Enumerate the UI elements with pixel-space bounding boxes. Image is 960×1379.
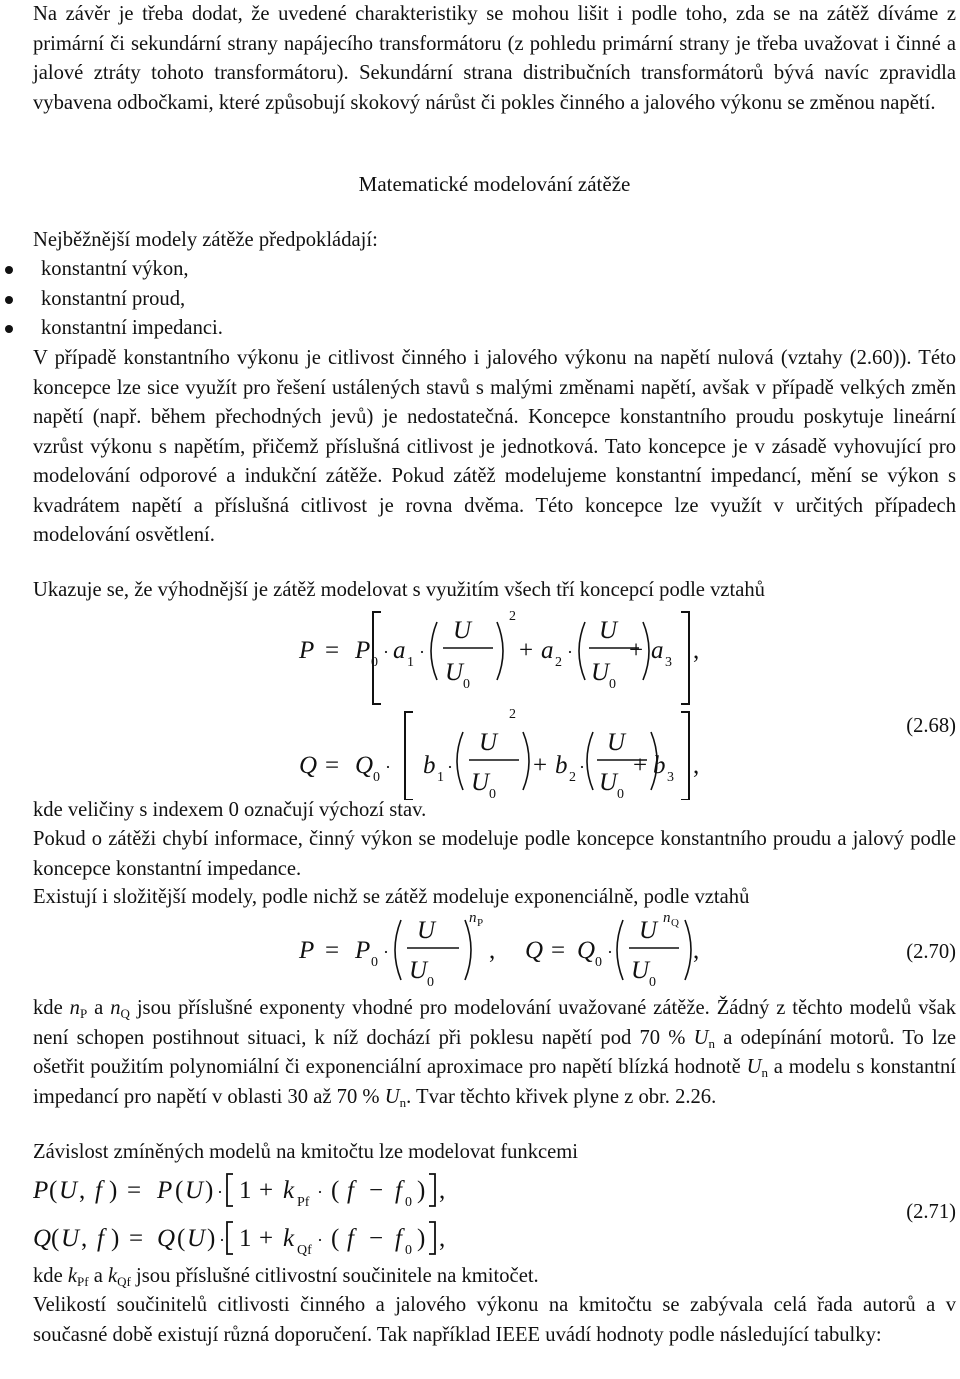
svg-text:U: U bbox=[639, 917, 658, 944]
paragraph-combined-intro: Ukazuje se, že výhodnější je zátěž modelovat s využitím všech tří koncepcí podle vztahů bbox=[33, 579, 765, 601]
paragraph-ieee-values: Velikostí součinitelů citlivosti činného a jalového výkonu na kmitočtu se zabývala celá řada autorů a v současné době existují různá doporučení. Tak například IEEE uvádí hodnoty podle následující tabulky: bbox=[33, 1294, 956, 1346]
svg-text:·: · bbox=[567, 642, 573, 662]
svg-text:b: b bbox=[555, 752, 568, 779]
svg-text:(: ( bbox=[175, 1177, 184, 1204]
svg-text:1: 1 bbox=[437, 770, 444, 785]
svg-text:U: U bbox=[417, 917, 436, 944]
svg-text:0: 0 bbox=[371, 655, 378, 670]
svg-text:0: 0 bbox=[649, 975, 656, 990]
equation-number-2-70: (2.70) bbox=[906, 941, 956, 963]
svg-text:): ) bbox=[417, 1177, 426, 1204]
svg-text:+: + bbox=[633, 752, 648, 779]
svg-text:2: 2 bbox=[509, 609, 516, 624]
svg-text:n: n bbox=[469, 910, 477, 926]
svg-text:Q: Q bbox=[33, 1225, 52, 1252]
svg-text:Q: Q bbox=[577, 937, 596, 964]
svg-text:(: ( bbox=[331, 1177, 340, 1204]
svg-text:=: = bbox=[127, 1177, 142, 1204]
svg-text:U: U bbox=[445, 659, 464, 686]
svg-text:0: 0 bbox=[595, 955, 602, 970]
equation-2-68 bbox=[33, 600, 956, 800]
svg-text:U: U bbox=[607, 729, 626, 756]
bullet-icon bbox=[5, 296, 13, 304]
paragraph-exponents: kde $n_P$ a $n_Q$ jsou příslušné exponenty vhodné pro modelování uvažované zátěže. Žádný z těchto modelů však není schopen postihnout situaci, k níž dochází při poklesu napětí pod 70 % $U_n$ a odepínání motorů. To lze ošetřit použitím polynomiální či exponenciální aproximace pro napětí blízká hodnotě $U_n$ a modelu s konstantní impedancí pro napětí v oblasti 30 až 70 % $U_n$. Tvar těchto křivek plyne z obr. 2.26. bbox=[33, 997, 957, 1110]
list-item: konstantní výkon, bbox=[33, 255, 956, 285]
svg-text:·: · bbox=[607, 942, 613, 962]
svg-text:f: f bbox=[395, 1177, 402, 1204]
svg-text:0: 0 bbox=[405, 1243, 412, 1258]
svg-text:=: = bbox=[325, 937, 340, 964]
svg-text:1: 1 bbox=[239, 1177, 252, 1204]
equation-number-2-68: (2.68) bbox=[906, 715, 956, 737]
svg-text:=: = bbox=[325, 637, 340, 664]
svg-text:−: − bbox=[369, 1225, 384, 1252]
svg-text:U: U bbox=[453, 617, 472, 644]
svg-text:3: 3 bbox=[665, 655, 672, 670]
svg-text:0: 0 bbox=[427, 975, 434, 990]
svg-text:+: + bbox=[533, 752, 548, 779]
svg-text:): ) bbox=[205, 1177, 214, 1204]
svg-text:k: k bbox=[283, 1225, 295, 1252]
svg-text:3: 3 bbox=[667, 770, 674, 785]
svg-text:2: 2 bbox=[509, 707, 516, 722]
svg-text:0: 0 bbox=[371, 955, 378, 970]
svg-text:a: a bbox=[651, 637, 664, 664]
svg-text:=: = bbox=[129, 1225, 144, 1252]
svg-text:a: a bbox=[393, 637, 406, 664]
svg-text:(: ( bbox=[49, 1177, 58, 1204]
paragraph-missing-info: Pokud o zátěži chybí informace, činný výkon se modeluje podle koncepce konstantního proudu a jalový podle koncepce konstantní impedance. bbox=[33, 828, 956, 880]
svg-text:a: a bbox=[541, 637, 554, 664]
svg-text:b: b bbox=[423, 752, 436, 779]
svg-text:): ) bbox=[417, 1225, 426, 1252]
svg-text:,: , bbox=[81, 1225, 88, 1252]
svg-text:Pf: Pf bbox=[297, 1195, 310, 1210]
svg-text:·: · bbox=[579, 757, 585, 777]
svg-text:Q: Q bbox=[671, 917, 679, 929]
svg-text:U: U bbox=[599, 769, 618, 796]
svg-text:P: P bbox=[299, 637, 315, 664]
svg-text:·: · bbox=[419, 642, 425, 662]
svg-text:n: n bbox=[663, 910, 671, 926]
bullet-icon bbox=[5, 266, 13, 274]
svg-text:P: P bbox=[299, 937, 315, 964]
svg-text:k: k bbox=[283, 1177, 295, 1204]
svg-text:·: · bbox=[383, 942, 389, 962]
equation-q-polynomial bbox=[299, 707, 699, 800]
svg-text:2: 2 bbox=[569, 770, 576, 785]
svg-text:U: U bbox=[185, 1177, 204, 1204]
svg-text:Q: Q bbox=[355, 752, 374, 779]
svg-text:−: − bbox=[369, 1177, 384, 1204]
svg-text:f: f bbox=[95, 1177, 102, 1204]
svg-text:0: 0 bbox=[405, 1195, 412, 1210]
section-heading: Matematické modelování zátěže bbox=[358, 172, 631, 196]
svg-text:,: , bbox=[439, 1177, 446, 1204]
svg-text:U: U bbox=[409, 957, 428, 984]
svg-text:·: · bbox=[217, 1182, 223, 1202]
svg-text:Q: Q bbox=[157, 1225, 176, 1252]
svg-text:0: 0 bbox=[489, 787, 496, 800]
svg-text:+: + bbox=[259, 1177, 274, 1204]
paragraph-frequency-intro: Závislost zmíněných modelů na kmitočtu lze modelovat funkcemi bbox=[33, 1141, 579, 1163]
svg-text:0: 0 bbox=[609, 677, 616, 692]
svg-text:·: · bbox=[385, 757, 391, 777]
svg-text:U: U bbox=[187, 1225, 206, 1252]
svg-text:,: , bbox=[439, 1225, 446, 1252]
svg-text:(: ( bbox=[51, 1225, 60, 1252]
paragraph-models-intro: Nejběžnější modely zátěže předpokládají: bbox=[33, 229, 378, 251]
svg-text:,: , bbox=[693, 937, 700, 964]
svg-text:=: = bbox=[325, 752, 340, 779]
svg-text:Qf: Qf bbox=[297, 1243, 312, 1258]
svg-text:f: f bbox=[347, 1177, 354, 1204]
svg-text:·: · bbox=[317, 1182, 323, 1202]
svg-text:(: ( bbox=[177, 1225, 186, 1252]
svg-text:·: · bbox=[317, 1230, 323, 1250]
bullet-icon bbox=[5, 325, 13, 333]
svg-text:f: f bbox=[395, 1225, 402, 1252]
svg-text:0: 0 bbox=[617, 787, 624, 800]
svg-text:): ) bbox=[207, 1225, 216, 1252]
svg-text:P: P bbox=[477, 917, 484, 929]
svg-text:,: , bbox=[79, 1177, 86, 1204]
svg-text:P: P bbox=[355, 637, 371, 664]
svg-text:+: + bbox=[629, 637, 644, 664]
equation-p-polynomial bbox=[298, 609, 699, 704]
svg-text:0: 0 bbox=[463, 677, 470, 692]
svg-text:U: U bbox=[471, 769, 490, 796]
svg-text:1: 1 bbox=[407, 655, 414, 670]
svg-text:U: U bbox=[599, 617, 618, 644]
svg-text:U: U bbox=[631, 957, 650, 984]
svg-text:+: + bbox=[259, 1225, 274, 1252]
svg-text:Q: Q bbox=[299, 752, 318, 779]
svg-text:U: U bbox=[59, 1177, 78, 1204]
svg-text:=: = bbox=[551, 937, 566, 964]
svg-text:P: P bbox=[33, 1177, 49, 1204]
paragraph-index-note: kde veličiny s indexem 0 označují výchozí stav. bbox=[33, 799, 427, 821]
paragraph-transformer-note: Na závěr je třeba dodat, že uvedené charakteristiky se mohou lišit i podle toho, zda se na zátěž díváme z primární či sekundární strany napájecího transformátoru (z pohledu primární strany je třeba uvažovat i činné a jalové ztráty tohoto transformátoru). Sekundární strana distribučních transformátorů bývá navíc zpravidla vybavena odbočkami, které způsobují skokový nárůst či pokles činného a jalového výkonu se změnou napětí. bbox=[33, 3, 956, 114]
svg-text:1: 1 bbox=[239, 1225, 252, 1252]
svg-text:f: f bbox=[347, 1225, 354, 1252]
equation-number-2-71: (2.71) bbox=[906, 1201, 956, 1223]
paragraph-frequency-coeffs: kde $k_{Pf}$ a $k_{Qf}$ jsou příslušné citlivostní součinitele na kmitočet. bbox=[33, 1265, 539, 1289]
svg-text:P: P bbox=[355, 937, 371, 964]
svg-text:·: · bbox=[447, 757, 453, 777]
svg-text:,: , bbox=[489, 937, 496, 964]
svg-text:,: , bbox=[693, 637, 700, 664]
svg-text:2: 2 bbox=[555, 655, 562, 670]
svg-text:P: P bbox=[157, 1177, 173, 1204]
svg-text:·: · bbox=[383, 642, 389, 662]
svg-text:0: 0 bbox=[373, 770, 380, 785]
list-item: konstantní proud, bbox=[33, 285, 956, 315]
svg-text:(: ( bbox=[331, 1225, 340, 1252]
svg-text:): ) bbox=[111, 1225, 120, 1252]
svg-text:,: , bbox=[693, 752, 700, 779]
equation-2-70 bbox=[33, 910, 956, 990]
svg-text:b: b bbox=[653, 752, 666, 779]
model-list bbox=[33, 255, 956, 344]
svg-text:U: U bbox=[591, 659, 610, 686]
svg-text:·: · bbox=[219, 1230, 225, 1250]
svg-text:U: U bbox=[61, 1225, 80, 1252]
equation-2-71 bbox=[33, 1168, 956, 1260]
paragraph-constant-models: V případě konstantního výkonu je citlivost činného i jalového výkonu na napětí nulová (vztahy (2.60)). Této koncepce lze sice využít pro řešení ustálených stavů s malými změnami napětí, avšak v případě velkých změn napětí (např. během přechodných jevů) je nedostatečná. Koncepce konstantního proudu poskytuje lineární vzrůst výkonu s napětím, přičemž příslušná citlivost je jednotková. Tato koncepce je v zásadě vyhovující pro modelování odporové a indukční zátěže. Pokud zátěž modelujeme konstantní impedancí, mění se výkon s kvadrátem napětí a příslušná citlivost je rovna dvěma. Této koncepce lze využít v určitých případech modelování osvětlení. bbox=[33, 347, 956, 546]
svg-text:Q: Q bbox=[525, 937, 544, 964]
svg-text:f: f bbox=[97, 1225, 104, 1252]
svg-text:+: + bbox=[519, 637, 534, 664]
paragraph-exponential-intro: Existují i složitější modely, podle nichž se zátěž modeluje exponenciálně, podle vztahů bbox=[33, 886, 750, 908]
svg-text:U: U bbox=[479, 729, 498, 756]
svg-text:): ) bbox=[109, 1177, 118, 1204]
list-item: konstantní impedanci. bbox=[33, 314, 956, 344]
